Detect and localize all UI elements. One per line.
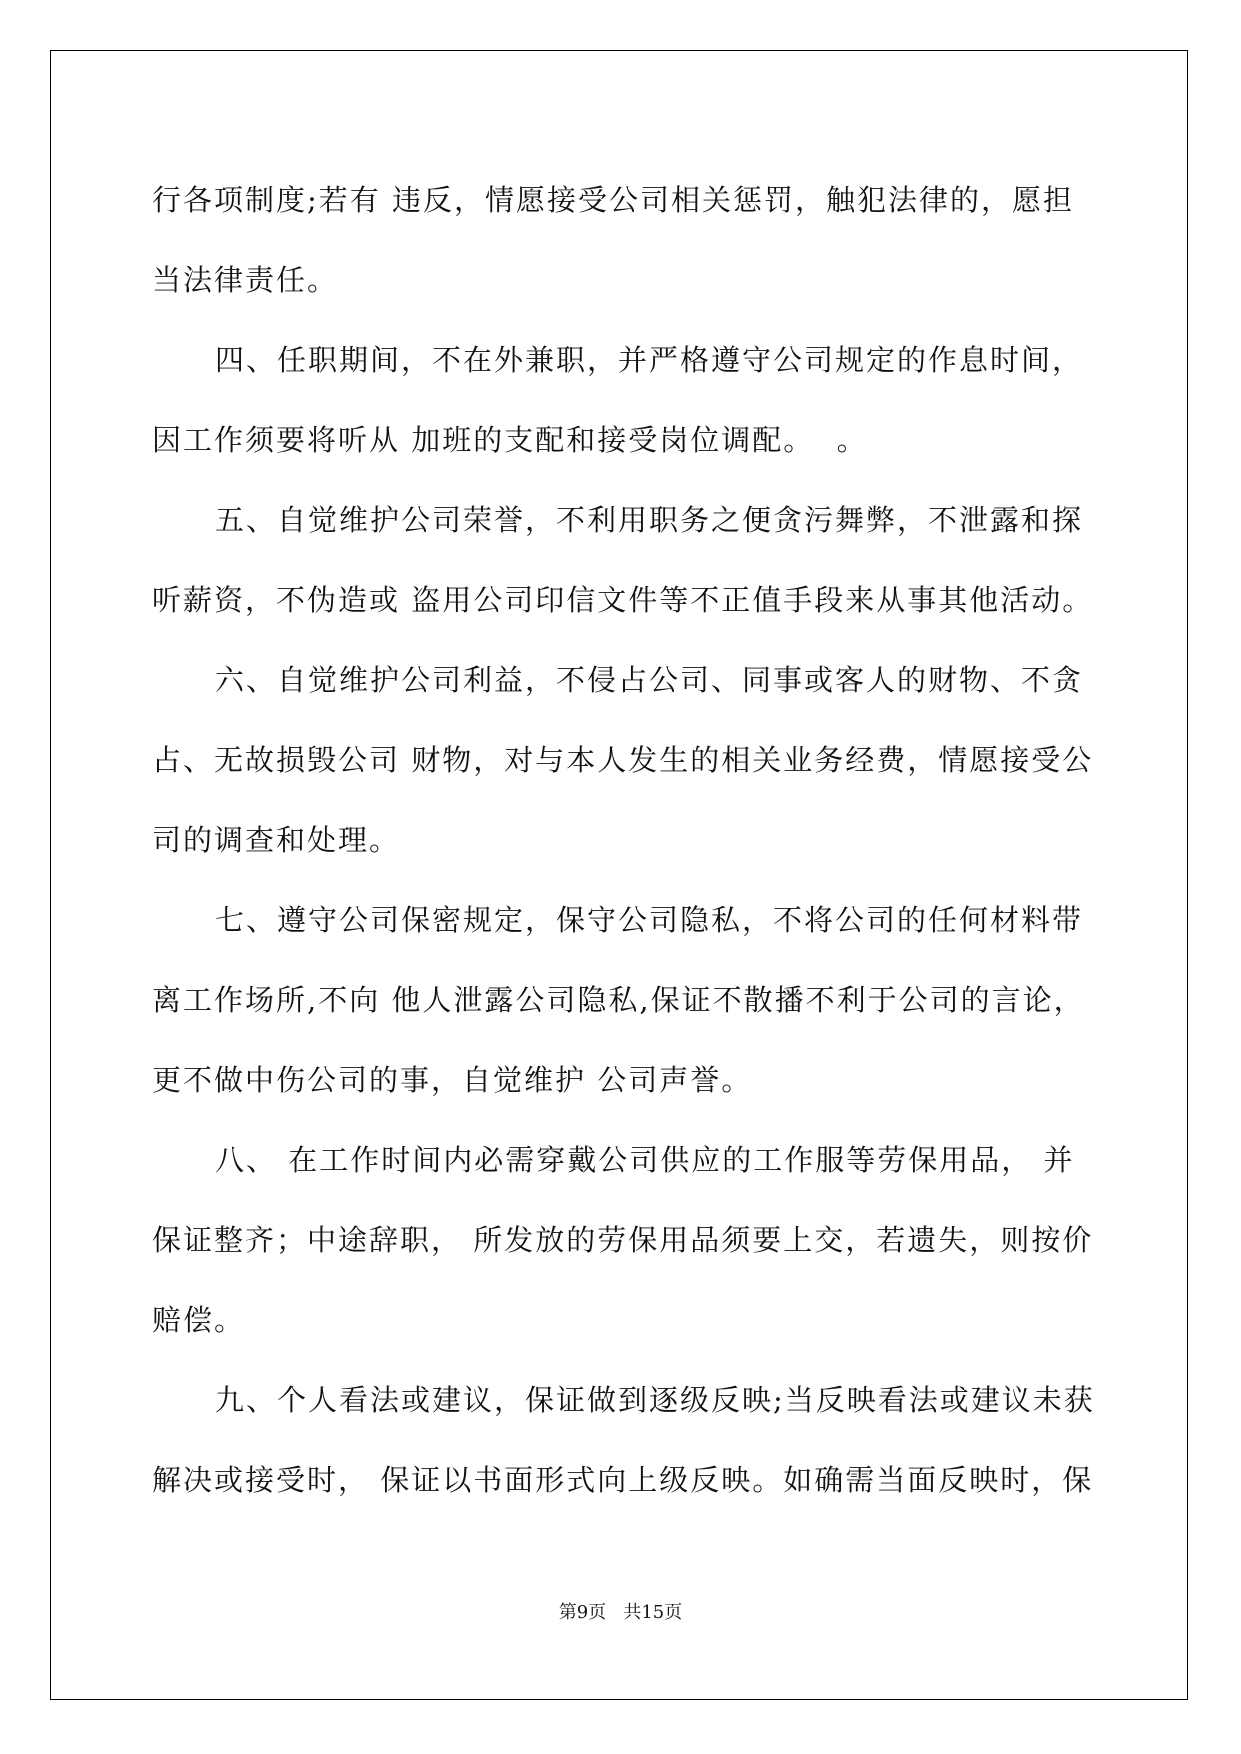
- text-line-5: 五、自觉维护公司荣誉，不利用职务之便贪污舞弊，不泄露和探: [215, 503, 1084, 537]
- text-line-8: 占、无故损毁公司 财物，对与本人发生的相关业务经费，情愿接受公: [152, 743, 1094, 777]
- page-footer: [0, 1598, 1241, 1624]
- document-body: [152, 160, 1095, 1520]
- text-line-9: 司的调查和处理。: [152, 823, 401, 857]
- text-line-12: 更不做中伤公司的事，自觉维护 公司声誉。: [152, 1063, 753, 1097]
- text-line-11: 离工作场所,不向 他人泄露公司隐私,保证不散播不利于公司的言论，: [152, 983, 1085, 1017]
- text-line-16: 九、个人看法或建议，保证做到逐级反映;当反映看法或建议未获: [215, 1383, 1095, 1417]
- text-line-6: 听薪资，不伪造或 盗用公司印信文件等不正值手段来从事其他活动。: [152, 583, 1094, 617]
- text-line-1: 行各项制度;若有 违反，情愿接受公司相关惩罚，触犯法律的，愿担: [152, 183, 1074, 217]
- page-number-label: 第9页: [558, 1602, 607, 1623]
- text-line-13: 八、 在工作时间内必需穿戴公司供应的工作服等劳保用品， 并: [215, 1143, 1075, 1177]
- text-line-17: 解决或接受时， 保证以书面形式向上级反映。如确需当面反映时，保: [152, 1463, 1094, 1497]
- text-line-10: 七、遵守公司保密规定，保守公司隐私，不将公司的任何材料带: [215, 903, 1084, 937]
- text-line-14: 保证整齐；中途辞职， 所发放的劳保用品须要上交，若遗失，则按价: [152, 1223, 1094, 1257]
- text-line-15: 赔偿。: [152, 1303, 246, 1337]
- text-line-3: 四、任职期间，不在外兼职，并严格遵守公司规定的作息时间，: [215, 343, 1084, 377]
- total-pages-label: 共15页: [623, 1602, 683, 1623]
- text-line-7: 六、自觉维护公司利益，不侵占公司、同事或客人的财物、不贪: [215, 663, 1084, 697]
- text-line-2: 当法律责任。: [152, 263, 339, 297]
- text-line-4: 因工作须要将听从 加班的支配和接受岗位调配。 。: [152, 423, 868, 457]
